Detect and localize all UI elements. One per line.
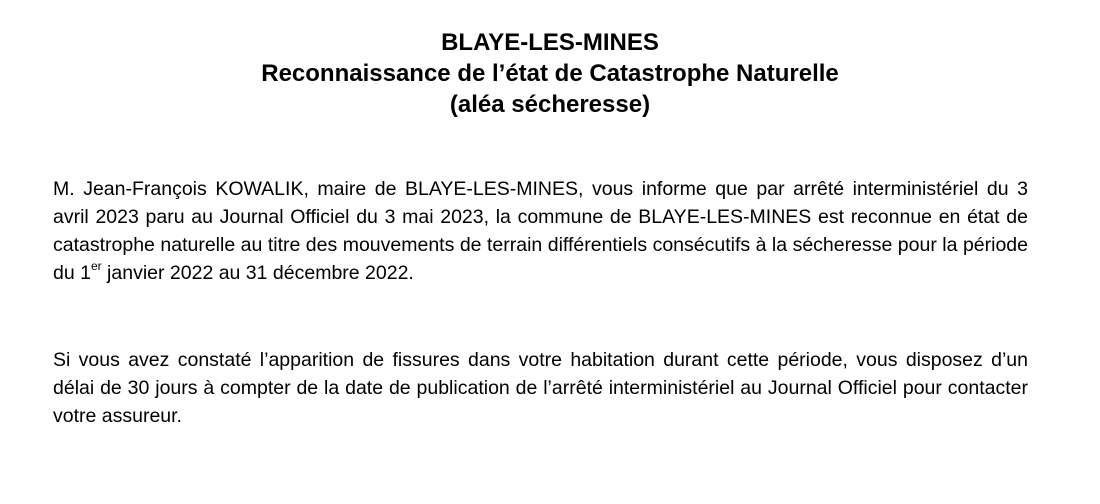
notice-title: Reconnaissance de l’état de Catastrophe Naturelle bbox=[261, 60, 839, 87]
document-header bbox=[0, 27, 1100, 120]
notice-subtitle: (aléa sécheresse) bbox=[449, 91, 651, 118]
paragraph-decree-end: janvier 2022 au 31 décembre 2022. bbox=[101, 262, 414, 284]
commune-title: BLAYE-LES-MINES bbox=[441, 29, 659, 56]
ordinal-superscript: er bbox=[90, 259, 102, 273]
paragraph-instructions: Si vous avez constaté l’apparition de fissures dans votre habitation durant cette période, vous disposez d’un délai de 30 jours à compter de la date de publication de l’arrêté interministériel au Journal Officiel pour contacter votre assureur. bbox=[53, 349, 1028, 427]
paragraph-decree-main: M. Jean-François KOWALIK, maire de BLAYE-LES-MINES, vous informe que par arrêté interministériel du 3 avril 2023 paru au Journal Officiel du 3 mai 2023, la commune de BLAYE-LES-MINES est reconnue en état de catastrophe naturelle au titre des mouvements de terrain différentiels consécutifs à la sécheresse pour la période du 1 bbox=[53, 178, 1028, 284]
paragraph-decree bbox=[53, 175, 1028, 287]
